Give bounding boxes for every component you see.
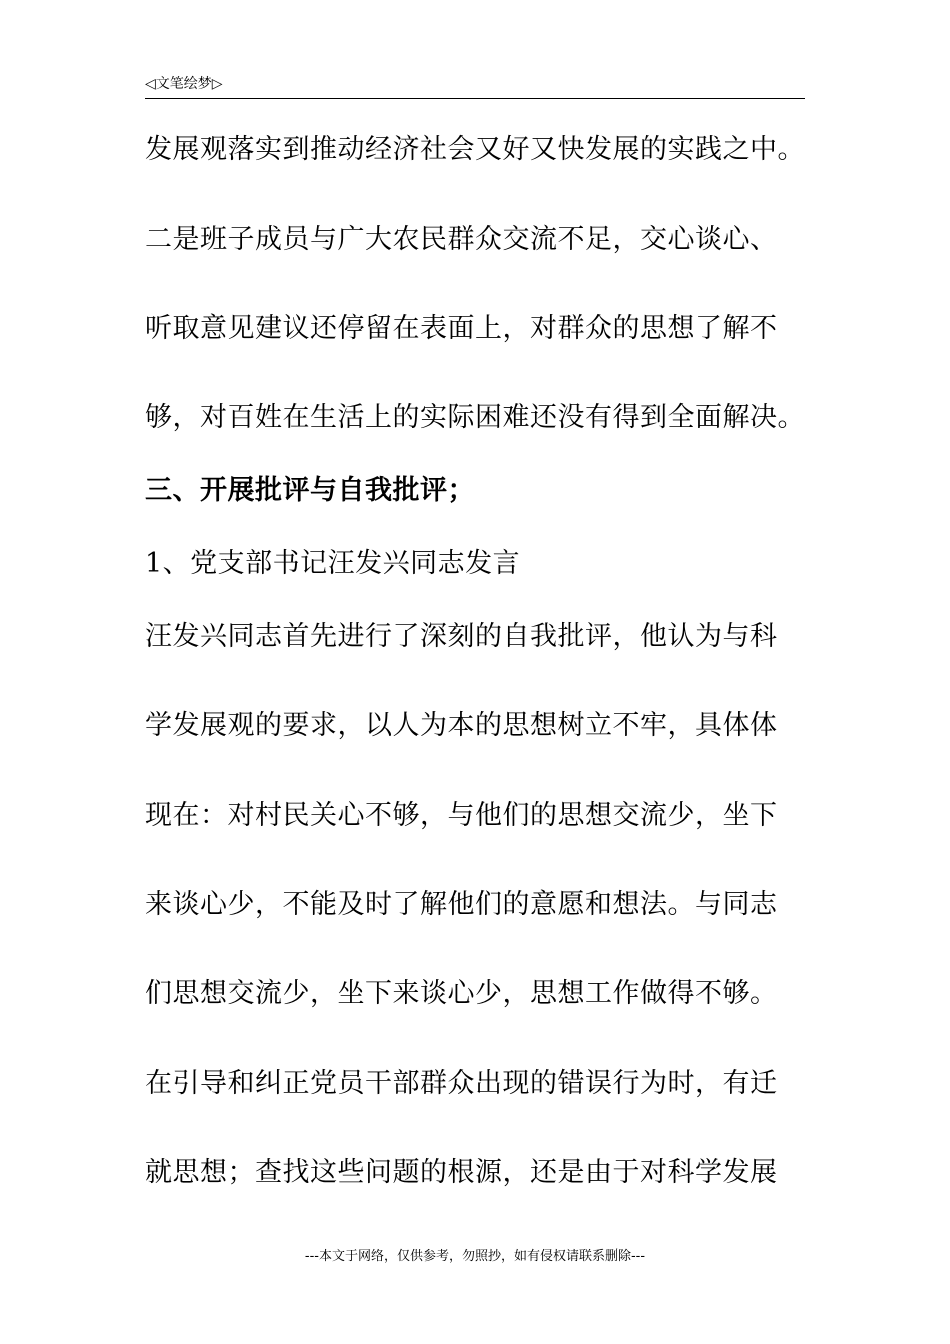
body-line-10: 来谈心少，不能及时了解他们的意愿和想法。与同志 (145, 889, 778, 920)
page-footer: ---本文于网络，仅供参考，勿照抄，如有侵权请联系删除--- (304, 1249, 646, 1264)
body-line-2: 二是班子成员与广大农民群众交流不足，交心谈心、 (145, 224, 778, 255)
body-line-1: 发展观落实到推动经济社会又好又快发展的实践之中。 (145, 134, 805, 165)
body-line-11: 们思想交流少，坐下来谈心少，思想工作做得不够。 (145, 978, 778, 1009)
body-line-9: 现在：对村民关心不够，与他们的思想交流少，坐下 (145, 800, 778, 831)
body-line-3: 听取意见建议还停留在表面上，对群众的思想了解不 (145, 313, 778, 344)
body-line-13: 就思想；查找这些问题的根源，还是由于对科学发展 (145, 1157, 778, 1188)
subsection-heading: 1、党支部书记汪发兴同志发言 (145, 548, 521, 579)
header-title: ◁文笔绘梦▷ (145, 76, 223, 92)
body-line-4: 够，对百姓在生活上的实际困难还没有得到全面解决。 (145, 402, 805, 433)
section-heading: 三、开展批评与自我批评； (145, 475, 475, 506)
body-line-7: 汪发兴同志首先进行了深刻的自我批评，他认为与科 (145, 621, 778, 652)
body-line-12: 在引导和纠正党员干部群众出现的错误行为时，有迁 (145, 1068, 778, 1099)
body-line-8: 学发展观的要求，以人为本的思想树立不牢，具体体 (145, 710, 778, 741)
page-header (145, 74, 805, 99)
